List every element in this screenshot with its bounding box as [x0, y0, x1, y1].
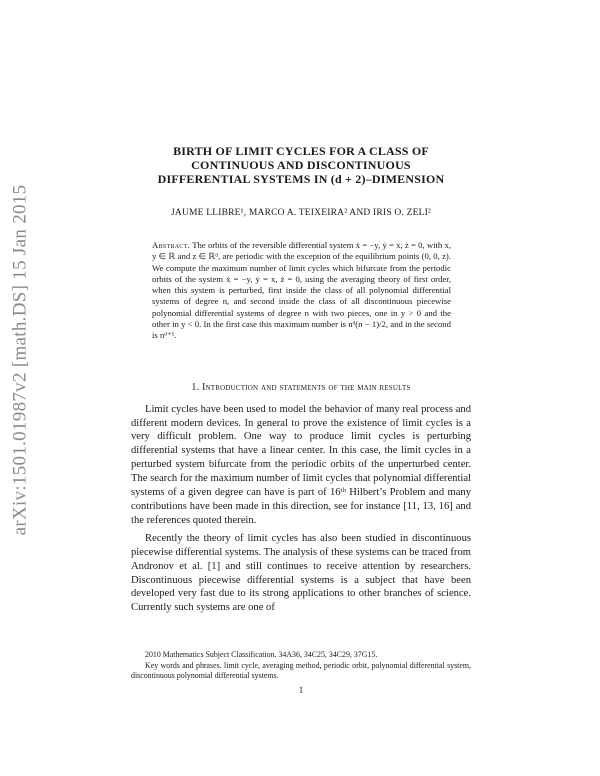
- title-line: DIFFERENTIAL SYSTEMS IN (d + 2)–DIMENSION: [157, 172, 445, 186]
- body-paragraph: Limit cycles have been used to model the behavior of many real process and different modern devices. In general to prove the existence of limit cycles is a very difficult problem. One way to produce limit cycles is perturbing differential systems that have a linear center. In this case, the limit cycles in a perturbed system bifurcate from the periodic orbits of the unperturbed center. The search for the maximum number of limit cycles that polynomial differential systems of a given degree can have is part of 16ᵗʰ Hilbert’s Problem and many contributions have been made in this direction, see for instance [11, 13, 16] and the references quoted therein.: [131, 403, 471, 526]
- author-list: JAUME LLIBRE¹, MARCO A. TEIXEIRA² AND IRIS O. ZELI²: [170, 208, 432, 218]
- footnotes: [131, 650, 471, 682]
- footnote-classification: 2010 Mathematics Subject Classification. 34A36, 34C25, 34C29, 37G15.: [145, 650, 378, 659]
- abstract-text: The orbits of the reversible differential system ẋ = −y, ẏ = x, ż = 0, with x, y ∈ ℝ and z ∈ ℝᵈ, are periodic with the exception of the equilibrium points (0, 0, z). We compute the maximum number of limit cycles which bifurcate from the periodic orbits of the system ẋ = −y, ẏ = x, ż = 0, using the averaging theory of first order, when this system is perturbed, first inside the class of all polynomial differential systems of degree n, and second inside the class of all discontinuous piecewise polynomial differential systems of degree n with two pieces, one in y > 0 and the other in y < 0. In the first case this maximum number is nᵈ(n − 1)/2, and in the second is nᵈ⁺¹.: [152, 240, 451, 341]
- page-content: [131, 0, 471, 615]
- title-line: CONTINUOUS AND DISCONTINUOUS: [191, 158, 411, 172]
- section-heading: [131, 382, 471, 393]
- paper-title: [131, 144, 471, 186]
- abstract: [152, 240, 451, 342]
- footnote-keywords: Key words and phrases. limit cycle, averaging method, periodic orbit, polynomial differential system, discontinuous polynomial differential systems.: [131, 660, 471, 680]
- section-title: 1. Introduction and statements of the main results: [191, 381, 411, 393]
- arxiv-stamp: [2, 150, 38, 570]
- abstract-label: Abstract.: [152, 240, 191, 250]
- body-paragraph: Recently the theory of limit cycles has also been studied in discontinuous piecewise differential systems. The analysis of these systems can be traced from Andronov et al. [1] and still continues to receive attention by researchers. Discontinuous piecewise differential systems is a subject that have been developed very fast due to its strong applications to other branches of science. Currently such systems are one of: [131, 532, 471, 614]
- page-number: 1: [298, 685, 304, 695]
- title-line: BIRTH OF LIMIT CYCLES FOR A CLASS OF: [173, 144, 429, 158]
- arxiv-identifier: arXiv:1501.01987v2 [math.DS] 15 Jan 2015: [9, 184, 30, 536]
